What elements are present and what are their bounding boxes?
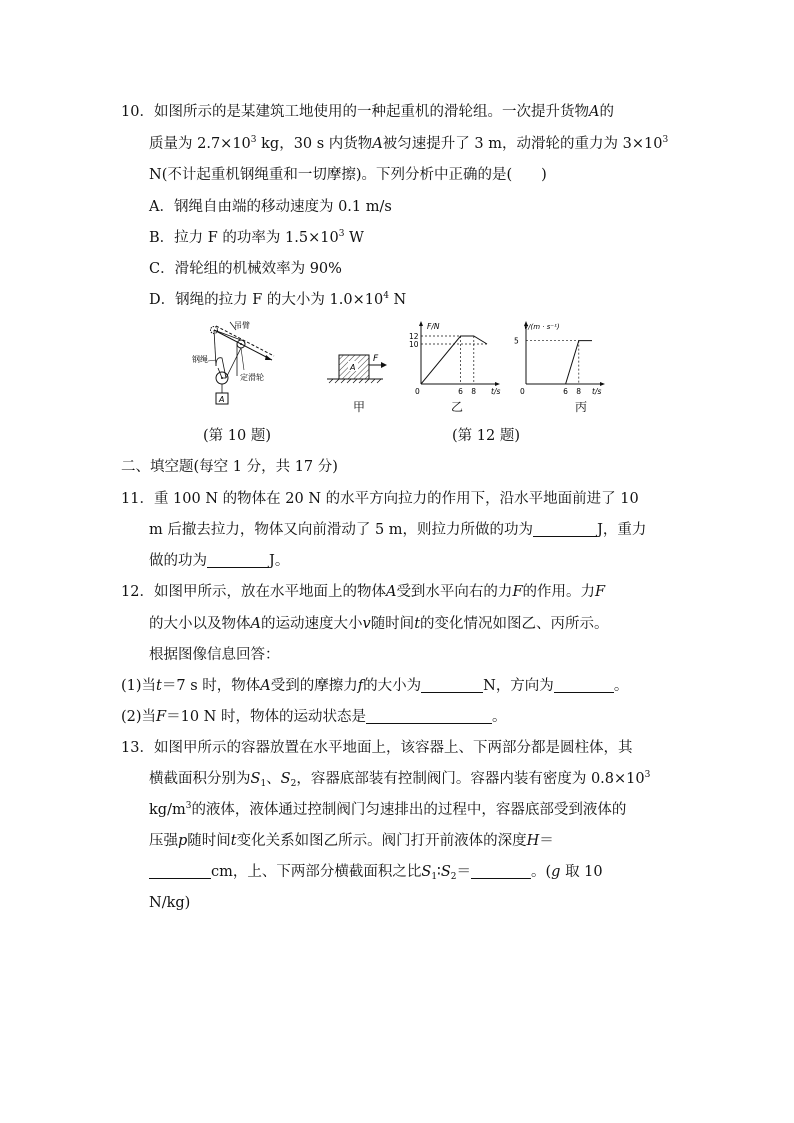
figure-yi-chart xyxy=(405,320,505,400)
q12-number: 12． xyxy=(121,584,154,600)
q13-line-3: $kg/m^3$的液体，液体通过控制阀门匀速排出的过程中，容器底部受到液体的 xyxy=(149,801,627,818)
yi-guides xyxy=(421,336,487,384)
q12-line-3: 根据图像信息回答： xyxy=(149,647,280,663)
caption-bing: 丙 xyxy=(575,400,588,414)
label-pulley: 定滑轮 xyxy=(240,373,264,382)
jia-block-label: A xyxy=(350,363,356,372)
section-2-heading: 二、填空题(每空 1 分，共 17 分) xyxy=(121,459,338,475)
q11-line-2: m 后撤去拉力，物体又向前滑动了 5 m，则拉力所做的功为 J，重力 xyxy=(149,522,647,538)
jia-force-label: F xyxy=(373,354,379,364)
q13-line-4: 压强p随时间t变化关系如图乙所示。阀门打开前液体的深度H＝ xyxy=(149,833,554,849)
q13-blank-ratio[interactable] xyxy=(471,863,531,879)
yi-xtick: 8 xyxy=(471,387,477,396)
q11-line-1: 11．重 100 N 的物体在 20 N 的水平方向拉力的作用下，沿水平地面前进了 10 xyxy=(121,491,639,507)
bing-guides xyxy=(526,341,579,384)
caption-jia: 甲 xyxy=(353,400,366,414)
bing-xlabel: t/s xyxy=(592,387,602,396)
q11-number: 11． xyxy=(121,491,154,507)
q10-number: 10． xyxy=(121,104,154,120)
q13-number: 13． xyxy=(121,740,154,756)
label-load: A xyxy=(219,395,225,404)
q13-line-5: cm，上、下两部分横截面积之比$S_1∶S_2=$ 。(g 取 10 xyxy=(149,862,603,882)
yi-ytick: 12 xyxy=(409,332,419,341)
q12-blank-motion-state[interactable] xyxy=(366,708,492,724)
q10-line-3: N(不计起重机钢绳重和一切摩擦)。下列分析中正确的是( ) xyxy=(149,167,547,183)
yi-series-line xyxy=(421,336,487,384)
bing-ylabel: v/(m · s⁻¹) xyxy=(524,323,560,331)
yi-ytick: 10 xyxy=(409,340,419,349)
caption-yi: 乙 xyxy=(451,400,464,414)
crane-pulley-figure xyxy=(192,318,292,414)
bing-xtick: 6 xyxy=(563,387,568,396)
q12-line-1: 12．如图甲所示，放在水平地面上的物体A受到水平向右的力F的作用。力F xyxy=(121,584,606,600)
q12-sub-1: (1)当t＝7 s 时，物体A受到的摩擦力f的大小为 N，方向为 。 xyxy=(121,678,629,694)
label-rope: 钢绳 xyxy=(192,355,208,364)
q10-line-2: 质量为 $2.7\times 10^3$ kg，30 s 内货物A被匀速提升了 3 m，动滑轮的重力为 $3\times 10^3$ xyxy=(149,135,669,152)
q13-blank-depth[interactable] xyxy=(149,863,211,879)
yi-xlabel: t/s xyxy=(491,387,501,396)
q13-line-6: N/kg) xyxy=(149,895,191,911)
q10-line-1: 10．如图所示的是某建筑工地使用的一种起重机的滑轮组。一次提升货物A的 xyxy=(121,104,614,120)
bing-xtick: 8 xyxy=(576,387,582,396)
bing-xtick: 0 xyxy=(520,387,525,396)
q10-option-c: C．滑轮组的机械效率为 90% xyxy=(149,261,342,277)
figure-jia xyxy=(325,345,395,405)
q12-blank-direction[interactable] xyxy=(554,677,614,693)
q11-blank-gravity-work[interactable] xyxy=(207,552,269,568)
q13-line-2: 横截面积分别为$S_1$、$S_2$，容器底部装有控制阀门。容器内装有密度为 $0.8\times 10^3$ xyxy=(149,770,651,789)
q10-option-b: B．拉力 F 的功率为 $1.5\times 10^3$ W xyxy=(149,229,364,246)
q10-option-a: A．钢绳自由端的移动速度为 0.1 m/s xyxy=(149,199,392,215)
yi-x-arrow xyxy=(495,382,500,386)
q10-option-d: D．钢绳的拉力 F 的大小为 $1.0\times 10^4$ N xyxy=(149,291,407,308)
q12-blank-friction[interactable] xyxy=(421,677,483,693)
q12-line-2: 的大小以及物体A的运动速度大小v随时间t的变化情况如图乙、丙所示。 xyxy=(149,616,609,632)
figure-bing-chart xyxy=(510,320,610,400)
bing-ytick: 5 xyxy=(514,336,519,346)
q12-sub-2: (2)当F＝10 N 时，物体的运动状态是 。 xyxy=(121,709,507,725)
caption-q10: (第 10 题) xyxy=(203,428,271,444)
bing-series-line xyxy=(526,341,592,384)
q11-line-3: 做的功为 J。 xyxy=(149,553,290,569)
q13-line-1: 13．如图甲所示的容器放置在水平地面上，该容器上、下两部分都是圆柱体，其 xyxy=(121,740,633,756)
bing-x-arrow xyxy=(600,382,605,386)
yi-xtick: 6 xyxy=(458,387,463,396)
yi-xtick: 0 xyxy=(415,387,420,396)
caption-q12: (第 12 题) xyxy=(452,428,520,444)
label-arm: 吊臂 xyxy=(234,321,250,330)
yi-y-arrow xyxy=(419,321,423,326)
q11-blank-work[interactable] xyxy=(533,521,597,537)
yi-ylabel: F/N xyxy=(427,322,440,331)
